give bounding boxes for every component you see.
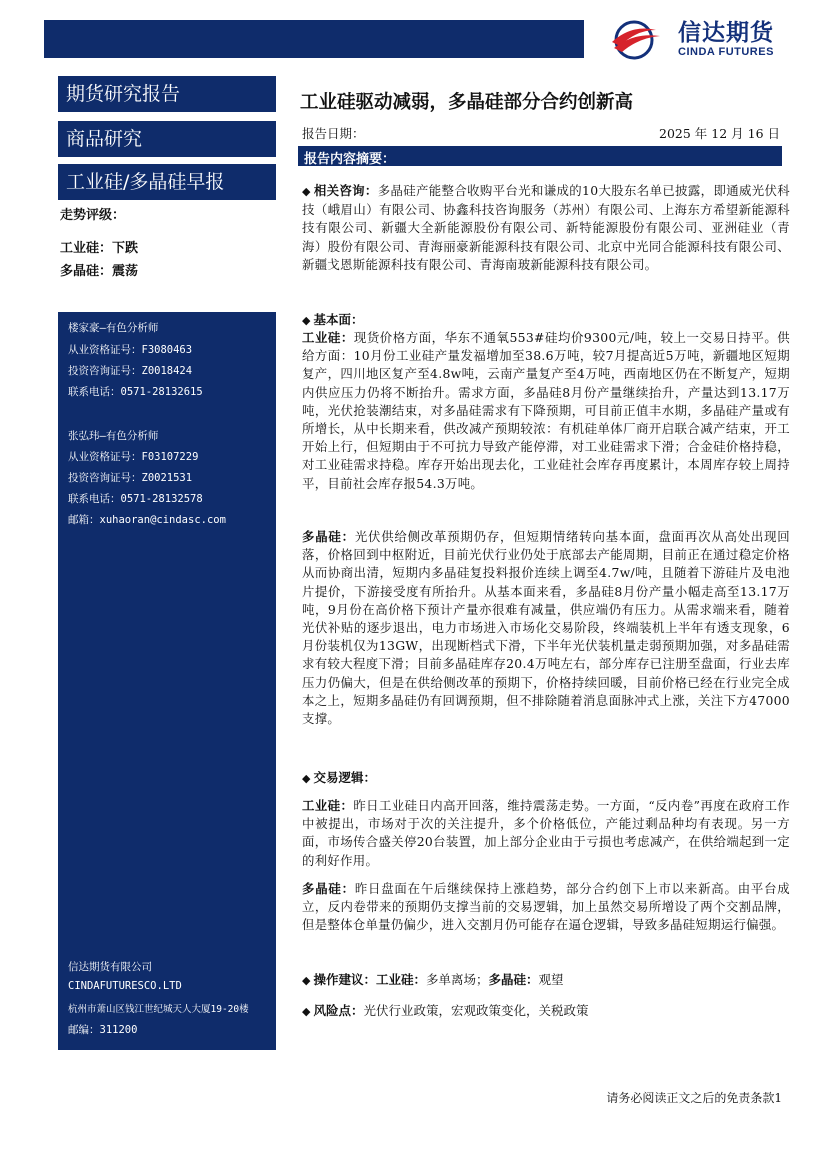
diamond-bullet-icon: ◆ — [302, 314, 311, 327]
rating-polysilicon: 多晶硅：震荡 — [60, 264, 139, 279]
section-label: 多晶硅： — [302, 529, 355, 544]
silicon-fundamentals-text: 现货价格方面，华东不通氧553#硅均价9300元/吨，较上一交易日持平。供给方面：10月份工业硅产量发福增加至38.6万吨，较7月提高近5万吨，新疆地区短期复产，四川地区复产至4.8w吨，云南产量复产至4万吨，西南地区仍在不断复产，短期内供应压力仍将不断抬升。需求方面，多晶硅8月份产量继续抬升，产量达到13.17万吨，光伏抢装潮结束，对多晶硅需求有下降预期，可目前正值丰水期，多晶硅产量或有所增长，从中长期来看，供改减产预期较浓：有机硅单体厂商开启联合减产结束，开工开始上行，但短期由于不可抗力导致产能停滞，对工业硅需求下滑；合金硅价格持稳，对工业硅需求持稳。库存开始出现去化，工业硅社会库存再度累计，本周库存较上周持平，目前社会库存报54.3万吨。 — [302, 330, 790, 491]
polysilicon-logic-paragraph — [302, 880, 790, 935]
category-label: 商品研究 — [58, 121, 276, 157]
related-consult-paragraph — [302, 182, 790, 274]
diamond-bullet-icon: ◆ — [302, 974, 311, 987]
trading-logic-heading: ◆ 交易逻辑： — [302, 770, 376, 785]
report-date: 2025 年 12 月 16 日 — [659, 126, 780, 141]
diamond-bullet-icon: ◆ — [302, 185, 311, 198]
silicon-logic-text: 昨日工业硅日内高开回落，维持震荡走势。一方面，“反内卷”再度在政府工作中被提出，市场对于次的关注提升，多个价格低位，产能过剩品种均有表现。另一方面，市场传合盛关停20台装置，加上部分企业由于亏损也考虑减产，在供给端起到一定的利好作用。 — [302, 798, 790, 868]
logo-chinese-name: 信达期货 — [678, 20, 774, 46]
company-website: CINDAFUTURESCO.LTD — [68, 980, 182, 992]
company-postcode: 邮编：311200 — [68, 1024, 138, 1036]
summary-title: 报告内容摘要： — [304, 152, 396, 167]
analyst-consult-license: 投资咨询证号：Z0021531 — [68, 472, 193, 484]
disclaimer-text: 请务必阅读正文之后的免责条款 — [606, 1091, 775, 1105]
fundamentals-heading: ◆ 基本面： — [302, 312, 364, 327]
risk-points: ◆ 风险点：光伏行业政策，宏观政策变化，关税政策 — [302, 1003, 589, 1018]
page-title: 工业硅驱动减弱，多晶硅部分合约创新高 — [300, 92, 634, 113]
analyst-phone: 联系电话：0571-28132578 — [68, 493, 203, 505]
analyst-email: 邮箱：xuhaoran@cindasc.com — [68, 514, 226, 526]
analyst-panel — [58, 312, 276, 1050]
silicon-logic-paragraph — [302, 797, 790, 870]
rating-silicon: 工业硅：下跌 — [60, 241, 139, 256]
related-consult-text: 多晶硅产能整合收购平台光和谦成的10大股东名单已披露，即通威光伏科技（峨眉山）有限公司、协鑫科技咨询服务（苏州）有限公司、上海东方希望新能源科技有限公司、新疆大全新能源股份有限公司、新特能源股份有限公司、亚洲硅业（青海）股份有限公司、青海丽豪新能源科技有限公司、北京中光同合能源科技有限公司、新疆戈恩斯能源科技有限公司、青海南玻新能源科技有限公司。 — [302, 183, 790, 272]
analyst-consult-license: 投资咨询证号：Z0018424 — [68, 365, 193, 377]
analyst-license: 从业资格证号：F03107229 — [68, 451, 199, 463]
page-footer — [606, 1089, 782, 1106]
operation-advice: ◆ 操作建议：工业硅：多单离场；多晶硅：观望 — [302, 972, 564, 987]
header-bar — [44, 20, 584, 58]
company-logo — [606, 20, 796, 60]
section-label: 工业硅： — [302, 798, 354, 813]
section-label: 相关咨询： — [313, 183, 378, 198]
logo-english-name: CINDA FUTURES — [678, 46, 774, 58]
report-type-label: 期货研究报告 — [58, 76, 276, 112]
analyst-phone: 联系电话：0571-28132615 — [68, 386, 203, 398]
polysilicon-logic-text: 昨日盘面在午后继续保持上涨趋势，部分合约创下上市以来新高。由平台成立，反内卷带来的预期仍支撑当前的交易逻辑，加上虽然交易所增设了两个交割品牌，但是整体仓单量仍偏少，进入交割月仍可能存在逼仓逻辑，导致多晶硅短期运行偏强。 — [302, 881, 790, 933]
section-label: 工业硅： — [302, 330, 354, 345]
analyst-name: 楼家豪—有色分析师 — [68, 322, 159, 334]
company-address: 杭州市萧山区钱江世纪城天人大厦19-20楼 — [68, 1004, 249, 1015]
polysilicon-fundamentals-text: 光伏供给侧改革预期仍存，但短期情绪转向基本面，盘面再次从高处出现回落，价格回到中枢附近，目前光伏行业仍处于底部去产能周期，目前正在通过稳定价格从而协商出清，短期内多晶硅复投料报价连续上调至4.7w/吨，且随着下游硅片及电池片提价，下游接受度有所抬升。从基本面来看，多晶硅8月份产量小幅走高至13.17万吨，9月份在高价格下预计产量亦很难有减量，供应端仍有压力。从需求端来看，随着光伏补贴的逐步退出，电力市场进入市场化交易阶段，终端装机上半年有透支现象，6月份装机仅为13GW，出现断档式下滑，下半年光伏装机量走弱预期加强，对多晶硅需求有较大程度下滑；目前多晶硅库存20.4万吨左右，部分库存已注册至盘面，行业去库压力仍偏大，但是在供给侧改革的预期下，价格持续回暖，目前价格已经在行业完全成本之上，短期多晶硅仍有回调预期，但不排除随着消息面脉冲式上涨，关注下方47000支撑。 — [302, 529, 790, 727]
polysilicon-fundamentals-paragraph — [302, 528, 790, 728]
section-label: 多晶硅： — [302, 881, 355, 896]
product-label: 工业硅/多晶硅早报 — [58, 164, 276, 200]
rating-heading: 走势评级： — [60, 208, 126, 223]
diamond-bullet-icon: ◆ — [302, 772, 311, 785]
cinda-logo-icon — [606, 20, 670, 60]
silicon-fundamentals-paragraph — [302, 329, 790, 493]
analyst-license: 从业资格证号：F3080463 — [68, 344, 193, 356]
sidebar — [58, 76, 276, 1050]
date-label: 报告日期： — [302, 126, 365, 141]
company-name: 信达期货有限公司 — [68, 961, 152, 973]
analyst-name: 张弘玮—有色分析师 — [68, 430, 159, 442]
diamond-bullet-icon: ◆ — [302, 1005, 311, 1018]
page-number: 1 — [774, 1091, 782, 1105]
